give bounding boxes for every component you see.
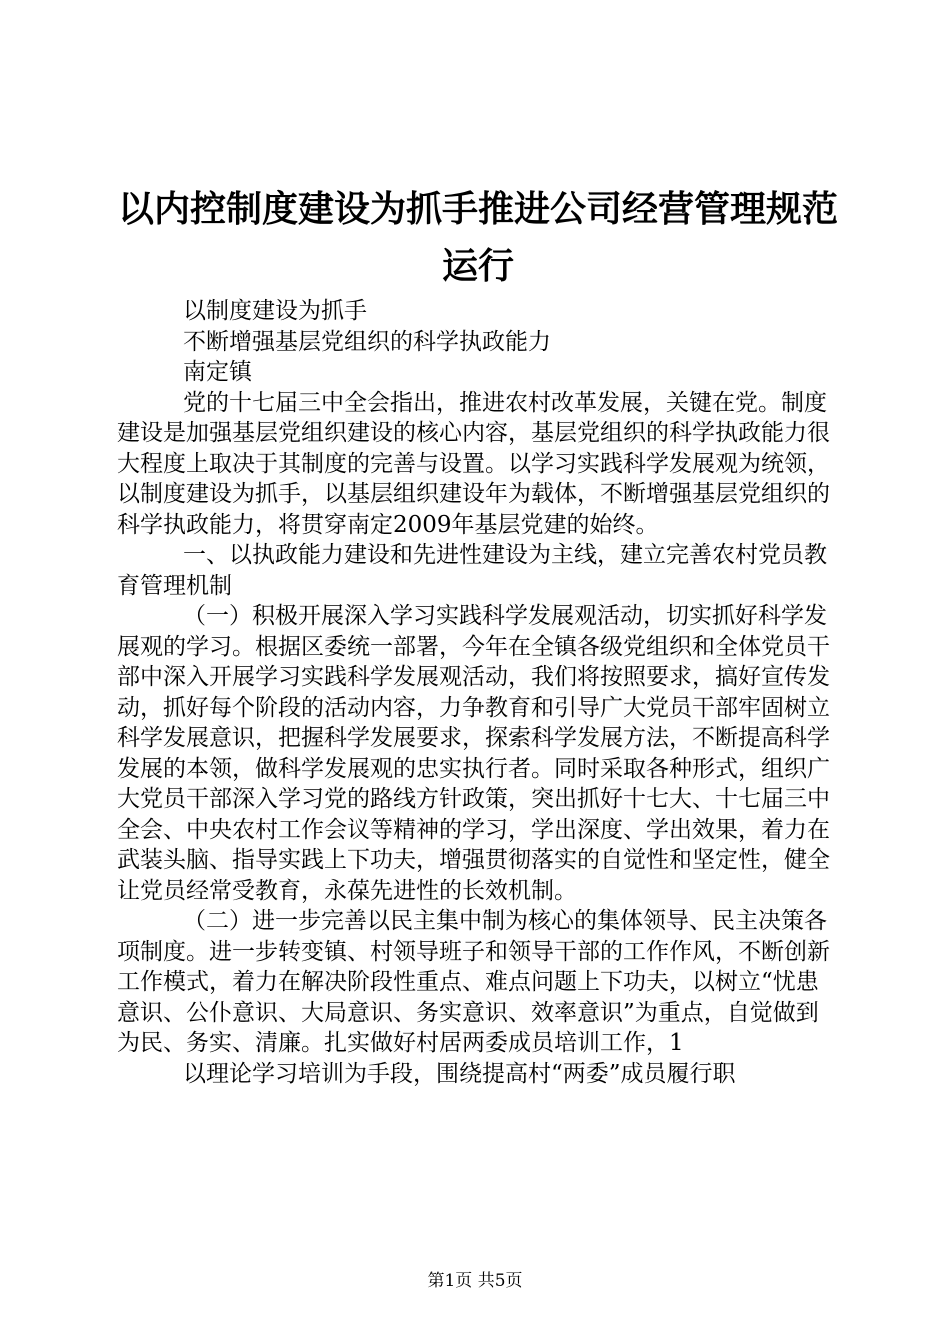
paragraph-item-2: （二）进一步完善以民主集中制为核心的集体领导、民主决策各项制度。进一步转变镇、村领导班子和领导干部的工作作风，不断创新工作模式，着力在解决阶段性重点、难点问题上下功夫，以树立“忧患意识、公仆意识、大局意识、务实意识、效率意识”为重点，自觉做到为民、务实、清廉。扎实做好村居两委成员培训工作，1	[117, 908, 830, 1056]
paragraph-author: 南定镇	[183, 359, 252, 385]
paragraph-subtitle-1: 以制度建设为抓手	[183, 298, 367, 324]
paragraph-continuation: 以理论学习培训为手段，围绕提高村“两委”成员履行职	[183, 1060, 736, 1087]
page-number-footer: 第1页 共5页	[427, 1271, 523, 1291]
paragraph-subtitle-2: 不断增强基层党组织的科学执政能力	[183, 328, 551, 355]
document-body	[117, 296, 837, 1089]
document-title-line-2: 运行	[441, 246, 514, 287]
paragraph-intro: 党的十七届三中全会指出，推进农村改革发展，关键在党。制度建设是加强基层党组织建设的核心内容，基层党组织的科学执政能力很大程度上取决于其制度的完善与设置。以学习实践科学发展观为统领，以制度建设为抓手，以基层组织建设年为载体，不断增强基层党组织的科学执政能力，将贯穿南定2009年基层党建的始终。	[117, 389, 830, 538]
document-title-line-1: 以内控制度建设为抓手推进公司经营管理规范	[118, 189, 839, 230]
paragraph-item-1: （一）积极开展深入学习实践科学发展观活动，切实抓好科学发展观的学习。根据区委统一部署，今年在全镇各级党组织和全体党员干部中深入开展学习实践科学发展观活动，我们将按照要求，搞好宣传发动，抓好每个阶段的活动内容，力争教育和引导广大党员干部牢固树立科学发展意识，把握科学发展要求，探索科学发展方法，不断提高科学发展的本领，做科学发展观的忠实执行者。同时采取各种形式，组织广大党员干部深入学习党的路线方针政策，突出抓好十七大、十七届三中全会、中央农村工作会议等精神的学习，学出深度、学出效果，着力在武装头脑、指导实践上下功夫，增强贯彻落实的自觉性和坚定性，健全让党员经常受教育，永葆先进性的长效机制。	[117, 603, 830, 904]
paragraph-section-heading: 一、以执政能力建设和先进性建设为主线，建立完善农村党员教育管理机制	[117, 542, 827, 599]
